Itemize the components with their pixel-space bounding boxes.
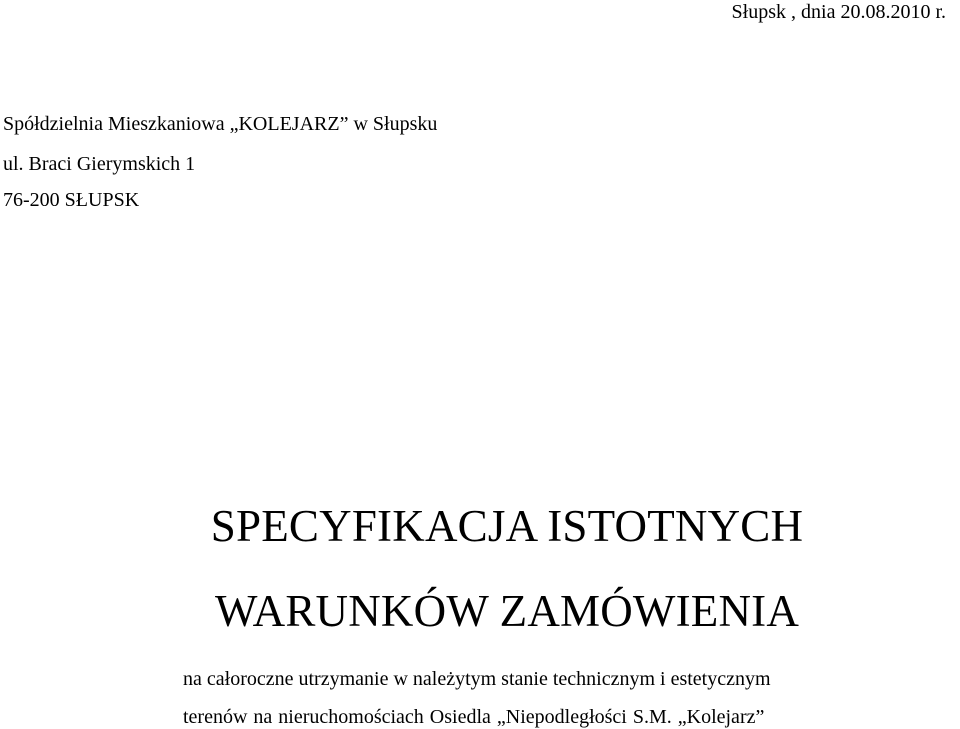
document-title-line-1: SPECYFIKACJA ISTOTNYCH [210,501,804,551]
document-subtitle-line-2: terenów na nieruchomościach Osiedla „Niepodległości S.M. „Kolejarz” [183,706,765,728]
document-title-line-2: WARUNKÓW ZAMÓWIENIA [214,586,800,636]
sender-postal-city: 76-200 SŁUPSK [3,189,140,211]
sender-street: ul. Braci Gierymskich 1 [3,153,196,175]
document-subtitle-line-1: na całoroczne utrzymanie w należytym stanie technicznym i estetycznym [183,668,771,690]
sender-organization: Spółdzielnia Mieszkaniowa „KOLEJARZ” w Słupsku [3,113,438,135]
document-date: Słupsk , dnia 20.08.2010 r. [731,1,946,23]
